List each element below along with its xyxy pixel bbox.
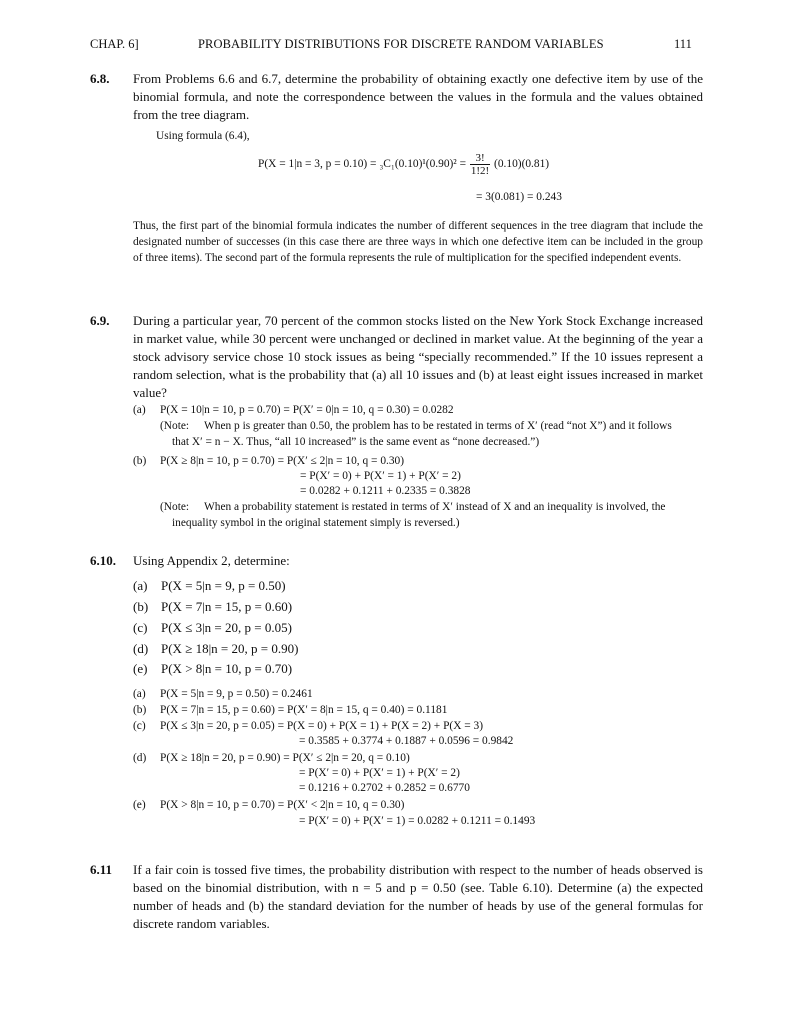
- problem-6-8-question: From Problems 6.6 and 6.7, determine the probability of obtaining exactly one defective item by use of the binomial formula, and note the correspondence between the values in the formula and the values obtained from the tree diagram.: [133, 71, 703, 122]
- problem-6-10-part-text: P(X ≥ 18|n = 20, p = 0.90): [161, 641, 299, 656]
- problem-6-10-part-label: (b): [133, 599, 149, 614]
- problem-6-10-part-label: (c): [133, 620, 148, 635]
- problem-6-10-solution-a: P(X = 5|n = 9, p = 0.50) = 0.2461: [160, 688, 313, 700]
- problem-6-10-part-text: P(X = 7|n = 15, p = 0.60): [161, 599, 293, 614]
- problem-6-9-note-2-line-1: When a probability statement is restated in terms of X′ instead of X and an inequality is involved, the: [204, 501, 666, 513]
- problem-6-11-number: 6.11: [90, 862, 113, 877]
- combination-fraction: [470, 152, 490, 177]
- problem-6-10-solution-a-label: (a): [133, 688, 146, 700]
- page-number: 111: [674, 37, 692, 51]
- problem-6-10-part-text: P(X ≤ 3|n = 20, p = 0.05): [161, 620, 292, 635]
- problem-6-10-solution-e-line-1: P(X > 8|n = 10, p = 0.70) = P(X′ < 2|n = 10, q = 0.30): [160, 799, 405, 811]
- fraction-denominator: 1!2!: [470, 165, 490, 177]
- problem-6-10-solution-d-label: (d): [133, 752, 147, 764]
- problem-6-10-solution-d-line-3: = 0.1216 + 0.2702 + 0.2852 = 0.6770: [299, 782, 470, 794]
- problem-6-9-note-1-label: (Note:: [160, 420, 190, 432]
- problem-6-10-part-label: (d): [133, 641, 149, 656]
- problem-6-10-part-label: (a): [133, 578, 148, 593]
- problem-6-8-explanation: Thus, the first part of the binomial formula indicates the number of different sequences in the tree diagram that include the designated number of successes (in this case there are three ways in which one defective item can be included in the group of three items). The second part of the formula represents the rule of multiplication for the specified independent events.: [133, 220, 703, 264]
- problem-6-9-part-b-label: (b): [133, 455, 147, 467]
- problem-6-10-solution-c-line-1: P(X ≤ 3|n = 20, p = 0.05) = P(X = 0) + P(X = 1) + P(X = 2) + P(X = 3): [160, 720, 484, 732]
- chapter-label: CHAP. 6]: [90, 37, 139, 51]
- problem-6-10-solution-c-line-2: = 0.3585 + 0.3774 + 0.1887 + 0.0596 = 0.9842: [299, 735, 514, 747]
- problem-6-10-solution-d-line-1: P(X ≥ 18|n = 20, p = 0.90) = P(X′ ≤ 2|n = 20, q = 0.10): [160, 752, 410, 764]
- problem-6-9-note-2-line-2: inequality symbol in the original statement simply is reversed.): [172, 517, 460, 529]
- problem-6-10-part-label: (e): [133, 661, 148, 676]
- problem-6-9-number: 6.9.: [90, 313, 110, 328]
- problem-6-8-number: 6.8.: [90, 71, 110, 86]
- problem-6-10-solution-e-line-2: = P(X′ = 0) + P(X′ = 1) = 0.0282 + 0.1211 = 0.1493: [299, 815, 536, 827]
- problem-6-10-solution-c-label: (c): [133, 720, 146, 732]
- problem-6-8-intro: Using formula (6.4),: [156, 130, 250, 142]
- problem-6-11-question: If a fair coin is tossed five times, the probability distribution with respect to the number of heads observed is based on the binomial distribution, with n = 5 and p = 0.50 (see. Table 6.10). Determine (a) the expected number of heads and (b) the standard deviation for the number of heads by use of the general formulas for discrete random variables.: [133, 862, 703, 931]
- problem-6-8-equation: [258, 152, 549, 177]
- problem-6-9-part-a-label: (a): [133, 404, 146, 416]
- problem-6-10-solution-d-line-2: = P(X′ = 0) + P(X′ = 1) + P(X′ = 2): [299, 767, 460, 779]
- problem-6-9-part-b-equation-1: P(X ≥ 8|n = 10, p = 0.70) = P(X′ ≤ 2|n = 10, q = 0.30): [160, 455, 405, 467]
- problem-6-9-note-1-line-2: that X′ = n − X. Thus, “all 10 increased” is the same event as “none decreased.”): [172, 436, 540, 448]
- problem-6-9-note-2-label: (Note:: [160, 501, 190, 513]
- problem-6-9-part-b-equation-2: = P(X′ = 0) + P(X′ = 1) + P(X′ = 2): [300, 470, 461, 482]
- equation-left: P(X = 1|n = 3, p = 0.10) = ₃C₁(0.10)¹(0.90)² =: [258, 158, 466, 171]
- problem-6-10-solution-e-label: (e): [133, 799, 146, 811]
- problem-6-10-solution-b: P(X = 7|n = 15, p = 0.60) = P(X′ = 8|n = 15, q = 0.40) = 0.1181: [160, 704, 448, 716]
- problem-6-9-question: During a particular year, 70 percent of the common stocks listed on the New York Stock Exchange increased in market value, while 30 percent were unchanged or declined in market value. At the beginning of the year a stock advisory service chose 10 stock issues as being “specially recommended.” If the 10 issues represent a random selection, what is the probability that (a) all 10 issues and (b) at least eight issues increased in market value?: [133, 313, 703, 400]
- problem-6-10-solution-b-label: (b): [133, 704, 147, 716]
- problem-6-10-part-text: P(X > 8|n = 10, p = 0.70): [161, 661, 293, 676]
- equation-right: (0.10)(0.81): [494, 158, 550, 171]
- problem-6-10-number: 6.10.: [90, 553, 116, 568]
- problem-6-8-equation-line-2: = 3(0.081) = 0.243: [476, 191, 562, 203]
- problem-6-10-part-text: P(X = 5|n = 9, p = 0.50): [161, 578, 286, 593]
- problem-6-10-question: Using Appendix 2, determine:: [133, 553, 290, 568]
- running-title: PROBABILITY DISTRIBUTIONS FOR DISCRETE RANDOM VARIABLES: [198, 37, 604, 51]
- problem-6-9-part-b-equation-3: = 0.0282 + 0.1211 + 0.2335 = 0.3828: [300, 485, 471, 497]
- fraction-numerator: 3!: [475, 152, 485, 164]
- problem-6-9-part-a-equation: P(X = 10|n = 10, p = 0.70) = P(X′ = 0|n = 10, q = 0.30) = 0.0282: [160, 404, 454, 416]
- problem-6-9-note-1-line-1: When p is greater than 0.50, the problem has to be restated in terms of X′ (read “not X”) and it follows: [204, 420, 672, 432]
